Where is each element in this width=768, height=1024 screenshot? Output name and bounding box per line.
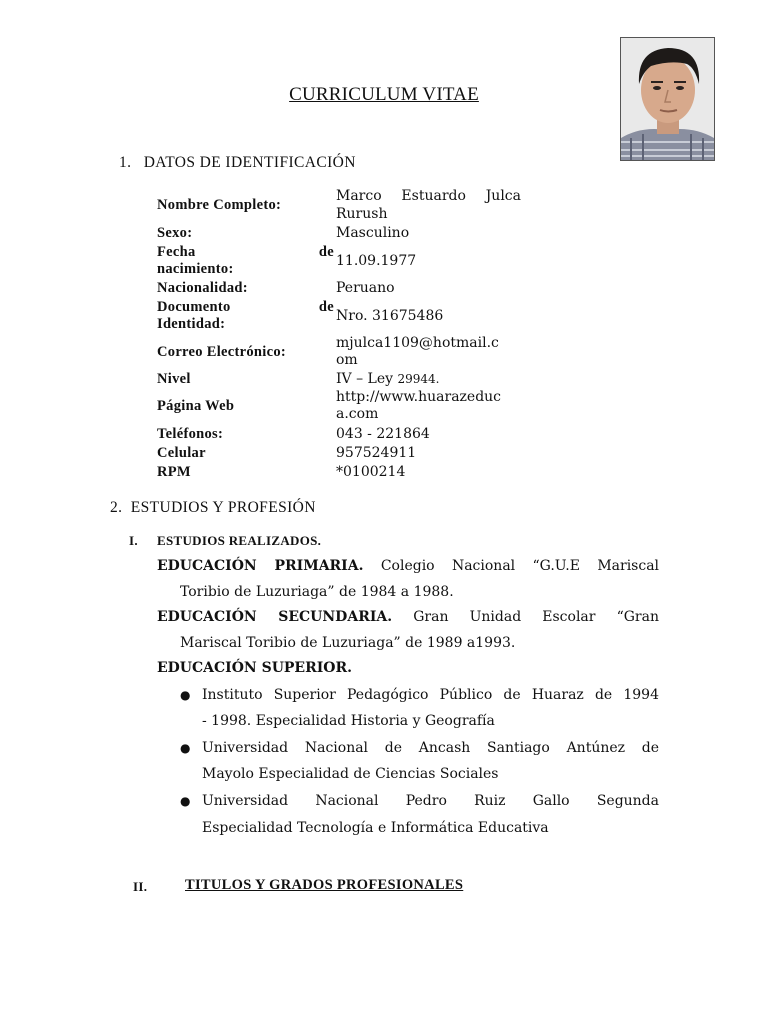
value-nacionalidad: Peruano (336, 280, 395, 296)
label-text: Nacionalidad (157, 280, 243, 296)
superior-item-2-line1: Universidad Nacional de Ancash Santiago Antúnez de (202, 740, 659, 756)
section-number: 2. (110, 499, 123, 516)
label-sexo (157, 225, 192, 242)
secundaria-line2: Mariscal Toribio de Luzuriaga” de 1989 a1993. (180, 635, 516, 651)
value-correo-line2: om (336, 352, 358, 368)
superior-item-1-line1: Instituto Superior Pedagógico Público de Huaraz de 1994 (202, 687, 659, 703)
value-rpm: *0100214 (336, 464, 406, 480)
primaria-label: EDUCACIÓN PRIMARIA. (157, 558, 364, 574)
value-nivel (336, 371, 439, 388)
label-text: Correo Electrónico (157, 344, 281, 360)
label-fecha (157, 244, 334, 261)
value-correo-line1: mjulca1109@hotmail.c (336, 335, 499, 351)
label-text: Nombre Completo (157, 197, 277, 213)
superior-item-1-line2: - 1998. Especialidad Historia y Geografía (202, 713, 495, 729)
subsection-1-heading: ESTUDIOS REALIZADOS. (157, 533, 322, 548)
primaria-line1 (157, 553, 659, 579)
label-text: Sexo (157, 225, 188, 241)
label-telefonos (157, 426, 223, 443)
label-colon: : (280, 344, 287, 360)
label-documento-line2: Identidad: (157, 316, 226, 332)
value-sexo: Masculino (336, 225, 410, 241)
label-colon: : (217, 426, 224, 442)
section-number: 1. (119, 154, 132, 171)
value-telefonos: 043 - 221864 (336, 426, 430, 442)
label-celular: Celular (157, 445, 206, 461)
value-nivel-text: IV – Ley (336, 371, 398, 387)
value-pagina-web-line1: http://www.huarazeduc (336, 389, 502, 405)
label-de: de (318, 244, 334, 260)
subsection-1-numeral: I. (129, 533, 138, 548)
section-title: ESTUDIOS Y PROFESIÓN (130, 499, 316, 516)
subsection-2-heading: TITULOS Y GRADOS PROFESIONALES (185, 877, 464, 893)
bullet-icon: ● (180, 794, 191, 808)
value-celular: 957524911 (336, 445, 417, 461)
label-nombre (157, 197, 281, 214)
superior-label: EDUCACIÓN SUPERIOR. (157, 660, 352, 676)
label-nacionalidad (157, 280, 248, 297)
value-documento: Nro. 31675486 (336, 308, 444, 324)
section-title: DATOS DE IDENTIFICACIÓN (143, 154, 356, 171)
value-pagina-web-line2: a.com (336, 406, 379, 422)
primaria-line2: Toribio de Luzuriaga” de 1984 a 1988. (180, 584, 454, 600)
label-text: Fecha (157, 244, 196, 260)
label-correo (157, 344, 286, 361)
secundaria-label: EDUCACIÓN SECUNDARIA. (157, 609, 393, 625)
label-de: de (318, 299, 334, 315)
superior-item-3-line2: Especialidad Tecnología e Informática Educativa (202, 820, 549, 836)
section-1-heading (119, 154, 356, 172)
label-documento (157, 299, 334, 316)
label-pagina-web: Página Web (157, 398, 235, 414)
secundaria-line1 (157, 604, 659, 630)
label-rpm: RPM (157, 464, 191, 480)
subsection-2-numeral: II. (133, 879, 148, 894)
label-fecha-line2: nacimiento: (157, 261, 234, 277)
value-nombre-line2: Rurush (336, 206, 388, 222)
bullet-icon: ● (180, 741, 191, 755)
page-title: CURRICULUM VITAE (289, 84, 479, 105)
label-nivel: Nivel (157, 371, 191, 387)
label-colon: : (242, 280, 248, 296)
primaria-text: Colegio Nacional “G.U.E Mariscal (380, 558, 660, 574)
value-fecha: 11.09.1977 (336, 253, 417, 269)
secundaria-text: Gran Unidad Escolar “Gran (413, 609, 659, 625)
label-text: Documento (157, 299, 231, 315)
label-text: Teléfonos (157, 426, 218, 442)
bullet-icon: ● (180, 688, 191, 702)
label-colon: : (276, 197, 282, 213)
superior-item-2-line2: Mayolo Especialidad de Ciencias Sociales (202, 766, 499, 782)
section-2-heading (110, 499, 316, 517)
label-colon: : (187, 225, 193, 241)
value-nombre-line1: Marco Estuardo Julca (336, 188, 521, 204)
superior-item-3-line1: Universidad Nacional Pedro Ruiz Gallo Segunda (202, 793, 659, 809)
value-nivel-number: 29944. (397, 372, 440, 386)
